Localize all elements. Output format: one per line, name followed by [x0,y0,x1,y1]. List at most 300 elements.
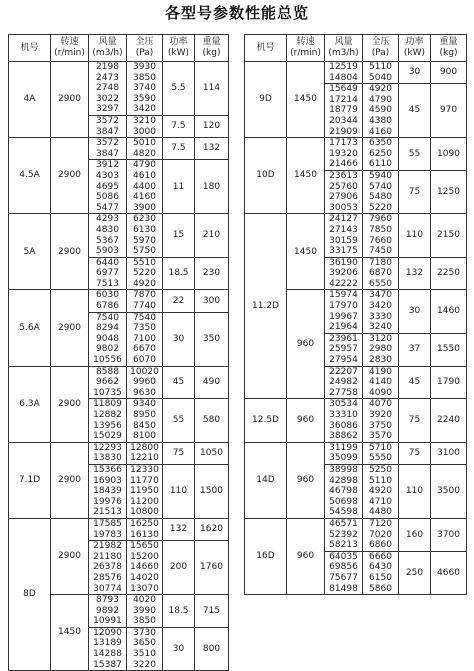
air-volume-cell-value: 7513 [96,278,119,289]
pressure-cell-value: 4920 [369,84,392,95]
power-cell: 22 [163,290,195,312]
power-cell: 37 [399,333,431,366]
air-volume-cell [325,464,363,518]
power-cell: 5.5 [163,62,195,116]
pressure-cell-value: 4140 [369,377,392,388]
pressure-cell-value: 7180 [369,257,392,268]
pressure-cell [127,518,163,540]
air-volume-cell-value: 81498 [329,583,358,594]
pressure-cell-value: 3930 [133,62,156,72]
air-volume-cell-value: 15029 [93,431,122,442]
pressure-cell-value: 8950 [133,410,156,420]
air-volume-cell-value: 14804 [329,72,358,83]
air-volume-cell-value: 22207 [329,366,358,377]
power-cell: 160 [399,518,431,551]
pressure-cell-value: 4380 [369,115,392,126]
weight-cell: 1790 [431,366,467,399]
air-volume-cell-value: 3022 [96,93,119,104]
pressure-cell [127,115,163,137]
pressure-cell-value: 4020 [133,595,156,606]
pressure-cell-value: 5110 [369,62,392,72]
pressure-cell-value: 5710 [369,442,392,453]
pressure-cell-value: 14020 [130,572,159,583]
power-cell: 75 [163,442,195,464]
pressure-cell [363,366,399,399]
air-volume-cell-value: 7540 [96,312,119,323]
pressure-cell-value: 7450 [369,246,392,257]
weight-header: 重量 (kg) [431,35,467,62]
weight-cell: 800 [195,627,229,670]
air-volume-cell [89,399,127,442]
pressure-cell-value: 4590 [369,105,392,116]
pressure-cell [363,442,399,464]
speed-header: 转速 (r/min) [287,35,325,62]
air-volume-cell-value: 8294 [96,323,119,334]
model-cell: 9D [245,62,287,138]
air-volume-cell-value: 30053 [329,202,358,213]
air-volume-cell-value: 20344 [329,115,358,126]
pressure-cell-value: 6550 [369,278,392,289]
power-header: 功率 (kW) [163,35,195,62]
pressure-cell [363,84,399,138]
air-volume-cell-value: 6030 [96,290,119,301]
pressure-cell-value: 4400 [133,181,156,192]
table-row [245,399,467,442]
pressure-cell-value: 4610 [133,170,156,181]
air-volume-cell [325,84,363,138]
air-volume-cell-value: 5367 [96,235,119,246]
pressure-cell-value: 15650 [130,541,159,552]
air-volume-cell-value: 5903 [96,246,119,257]
pressure-cell-value: 6870 [369,268,392,279]
pressure-cell [127,160,163,214]
pressure-cell-value: 3990 [133,605,156,616]
pressure-cell-value: 4160 [133,192,156,203]
air-volume-cell-value: 4695 [96,181,119,192]
pressure-cell [363,551,399,594]
weight-cell: 132 [195,138,229,160]
pressure-cell [363,257,399,290]
power-cell: 18.5 [163,595,195,628]
table-row [9,214,229,257]
air-volume-cell [89,257,127,290]
speed-cell: 2900 [51,138,89,214]
pressure-cell [127,399,163,442]
air-volume-cell-value: 13189 [93,638,122,649]
air-volume-cell [89,62,127,116]
air-volume-cell [325,551,363,594]
air-volume-cell [325,170,363,213]
power-cell: 110 [399,214,431,257]
pressure-cell-value: 5110 [369,475,392,486]
air-volume-cell-value: 23961 [329,333,358,344]
air-volume-cell-value: 3847 [96,126,119,137]
weight-cell: 715 [195,595,229,628]
weight-cell: 1250 [431,170,467,213]
table-row [9,62,229,116]
air-volume-cell [325,366,363,399]
pressure-cell-value: 5480 [369,192,392,203]
right-table-body [245,62,467,595]
air-volume-cell-value: 27758 [329,387,358,398]
pressure-cell-value: 6660 [369,551,392,562]
pressure-cell-value: 6430 [369,562,392,573]
air-volume-cell-value: 3847 [96,148,119,159]
left-table-body [9,62,229,671]
air-volume-cell-value: 2748 [96,83,119,94]
air-volume-cell-value: 6786 [96,301,119,312]
weight-cell: 2150 [431,214,467,257]
air-volume-cell-value: 24127 [329,214,358,225]
air-volume-cell-value: 21513 [93,507,122,518]
weight-cell: 1760 [195,541,229,595]
weight-cell: 970 [431,84,467,138]
air-volume-cell-value: 12090 [93,627,122,638]
pressure-cell [127,62,163,116]
pressure-cell [363,170,399,213]
power-cell: 132 [163,518,195,540]
air-volume-cell-value: 19783 [93,529,122,540]
model-header: 机号 [245,35,287,62]
pressure-cell-value: 6130 [133,224,156,235]
pressure-cell-value: 6110 [369,159,392,170]
weight-cell: 490 [195,366,229,399]
pressure-cell [363,62,399,84]
pressure-cell-value: 5040 [369,72,392,83]
air-volume-cell [89,138,127,160]
pressure-cell [127,312,163,366]
power-cell: 30 [399,290,431,333]
pressure-cell-value: 3420 [369,301,392,312]
pressure-cell [363,464,399,518]
air-volume-cell-value: 13956 [93,420,122,431]
pressure-cell-value: 4710 [369,496,392,507]
pressure-cell-value: 3850 [133,72,156,83]
power-cell: 55 [163,399,195,442]
table-row [9,138,229,160]
power-cell: 30 [163,312,195,366]
pressure-cell-value: 3650 [133,638,156,649]
air-volume-cell-value: 14288 [93,649,122,660]
air-volume-cell-value: 46798 [329,486,358,497]
pressure-cell [363,333,399,366]
power-cell: 75 [399,170,431,213]
weight-cell: 4660 [431,551,467,594]
air-volume-cell-value: 15974 [329,290,358,301]
pressure-cell-value: 7960 [369,214,392,225]
pressure-cell-value: 8100 [133,431,156,442]
weight-cell: 1090 [431,138,467,171]
speed-cell: 1450 [287,62,325,138]
pressure-cell [127,442,163,464]
pressure-cell-value: 6350 [369,138,392,149]
power-cell: 250 [399,551,431,594]
air-volume-cell-value: 6440 [96,257,119,268]
pressure-cell-value: 7850 [369,224,392,235]
table-row [245,518,467,551]
pressure-cell-value: 3920 [369,410,392,420]
air-volume-cell-value: 3572 [96,115,119,126]
air-volume-cell-value: 21982 [93,541,122,552]
air-volume-cell-value: 39206 [329,268,358,279]
air-volume-cell-value: 21466 [329,159,358,170]
air-volume-cell [325,442,363,464]
pressure-cell-value: 6150 [369,572,392,583]
pressure-cell-value: 5550 [369,453,392,464]
pressure-cell [363,138,399,171]
pressure-cell-value: 11770 [130,475,159,486]
air-volume-header: 风量 (m3/h) [89,35,127,62]
air-volume-cell-value: 16903 [93,475,122,486]
air-volume-cell-value: 15387 [93,659,122,670]
pressure-cell-value: 9960 [133,377,156,388]
weight-cell: 300 [195,290,229,312]
pressure-cell-value: 3570 [369,431,392,442]
pressure-cell-value: 12800 [130,442,159,453]
air-volume-cell-value: 17585 [93,518,122,529]
weight-cell: 3700 [431,518,467,551]
power-cell: 18.5 [163,257,195,290]
pressure-cell-value: 5220 [369,202,392,213]
pressure-cell-value: 3220 [133,659,156,670]
pressure-cell-value: 6250 [369,148,392,159]
pressure-cell-value: 15200 [130,551,159,562]
pressure-cell-value: 5250 [369,464,392,475]
air-volume-cell-value: 3572 [96,138,119,149]
air-volume-cell-value: 18779 [329,105,358,116]
weight-cell: 2240 [431,399,467,442]
air-volume-cell-value: 27954 [329,355,358,366]
air-volume-cell [325,333,363,366]
power-cell: 110 [399,464,431,518]
power-cell: 45 [399,84,431,138]
pressure-cell [127,627,163,670]
weight-cell: 180 [195,160,229,214]
air-volume-cell-value: 21180 [93,551,122,562]
pressure-cell [127,214,163,257]
air-volume-cell [89,464,127,518]
pressure-cell-value: 8450 [133,420,156,431]
pressure-cell-value: 7540 [133,312,156,323]
air-volume-cell-value: 36190 [329,257,358,268]
power-cell: 75 [399,399,431,442]
table-row [245,442,467,464]
power-cell: 132 [399,257,431,290]
speed-cell: 1450 [287,138,325,214]
air-volume-cell [89,518,127,540]
pressure-cell-value: 4090 [369,387,392,398]
air-volume-cell-value: 21964 [329,322,358,333]
model-cell: 4.5A [9,138,51,214]
pressure-cell-value: 3000 [133,126,156,137]
pressure-cell-value: 5740 [369,181,392,192]
weight-cell: 120 [195,115,229,137]
air-volume-cell-value: 15649 [329,84,358,95]
weight-header: 重量 (kg) [195,35,229,62]
weight-cell: 580 [195,399,229,442]
air-volume-cell-value: 18439 [93,486,122,497]
pressure-cell-value: 12330 [130,464,159,475]
air-volume-cell-value: 8793 [96,595,119,606]
right-spec-table [244,34,467,595]
model-cell: 10D [245,138,287,214]
air-volume-cell [325,138,363,171]
table-header-row [245,35,467,62]
air-volume-cell-value: 54598 [329,507,358,518]
pressure-cell-value: 4820 [133,148,156,159]
air-volume-cell-value: 12882 [93,410,122,420]
pressure-cell-value: 4920 [133,278,156,289]
model-cell: 4A [9,62,51,138]
weight-cell: 1460 [431,290,467,333]
air-volume-cell-value: 31199 [329,442,358,453]
pressure-cell [127,257,163,290]
air-volume-cell-value: 2473 [96,72,119,83]
power-cell: 55 [399,138,431,171]
model-header: 机号 [9,35,51,62]
pressure-cell-value: 3470 [369,290,392,301]
pressure-cell [127,290,163,312]
power-cell: 30 [399,62,431,84]
pressure-cell-value: 7350 [133,323,156,334]
air-volume-cell [89,115,127,137]
model-cell: 16D [245,518,287,594]
pressure-cell-value: 6860 [369,540,392,551]
pressure-cell-value: 4070 [369,399,392,410]
air-volume-cell-value: 25760 [329,181,358,192]
pressure-cell-value: 5940 [369,170,392,181]
table-header-row [9,35,229,62]
pressure-cell-value: 3510 [133,649,156,660]
table-row [245,62,467,84]
pressure-cell-value: 11950 [130,486,159,497]
speed-cell: 960 [287,399,325,442]
pressure-cell-value: 5510 [133,257,156,268]
pressure-cell-value: 3750 [369,420,392,431]
air-volume-cell-value: 26378 [93,562,122,573]
power-cell: 45 [399,366,431,399]
air-volume-cell [89,214,127,257]
air-volume-cell-value: 21909 [329,126,358,137]
weight-cell: 900 [431,62,467,84]
weight-cell: 210 [195,214,229,257]
speed-header: 转速 (r/min) [51,35,89,62]
air-volume-header: 风量 (m3/h) [325,35,363,62]
air-volume-cell [89,541,127,595]
pressure-cell [363,518,399,551]
pressure-cell-value: 3740 [133,83,156,94]
air-volume-cell-value: 36086 [329,420,358,431]
pressure-cell-value: 4790 [369,94,392,105]
air-volume-cell-value: 19967 [329,311,358,322]
air-volume-cell-value: 75677 [329,572,358,583]
air-volume-cell-value: 3297 [96,104,119,115]
speed-cell: 2900 [51,518,89,594]
air-volume-cell-value: 9892 [96,605,119,616]
air-volume-cell-value: 30159 [329,235,358,246]
air-volume-cell-value: 30534 [329,399,358,410]
weight-cell: 114 [195,62,229,116]
air-volume-cell-value: 58213 [329,540,358,551]
air-volume-cell-value: 64035 [329,551,358,562]
speed-cell: 960 [287,290,325,399]
air-volume-cell [325,290,363,333]
air-volume-cell-value: 46571 [329,518,358,529]
air-volume-cell-value: 30774 [93,583,122,594]
table-row [9,366,229,399]
air-volume-cell-value: 4830 [96,224,119,235]
weight-cell: 1620 [195,518,229,540]
power-cell: 7.5 [163,138,195,160]
air-volume-cell-value: 13830 [93,453,122,464]
pressure-cell-value: 7020 [369,529,392,540]
pressure-cell-value: 4920 [369,486,392,497]
air-volume-cell [89,312,127,366]
pressure-cell-value: 3900 [133,202,156,213]
air-volume-cell-value: 9662 [96,377,119,388]
air-volume-cell-value: 4293 [96,214,119,225]
air-volume-cell [325,518,363,551]
pressure-cell-value: 9340 [133,399,156,410]
air-volume-cell [325,214,363,257]
power-cell: 75 [399,442,431,464]
pressure-cell-value: 6670 [133,344,156,355]
air-volume-cell-value: 6977 [96,268,119,279]
model-cell: 11.2D [245,214,287,399]
air-volume-cell-value: 12293 [93,442,122,453]
pressure-cell-value: 7120 [369,518,392,529]
air-volume-cell [325,257,363,290]
weight-cell: 230 [195,257,229,290]
weight-cell: 1550 [431,333,467,366]
pressure-cell-value: 5750 [133,246,156,257]
model-cell: 12.5D [245,399,287,442]
air-volume-cell-value: 19320 [329,148,358,159]
air-volume-cell-value: 10735 [93,387,122,398]
air-volume-cell [89,160,127,214]
air-volume-cell-value: 15366 [93,464,122,475]
pressure-cell-value: 7870 [133,290,156,301]
weight-cell: 1050 [195,442,229,464]
air-volume-cell [89,595,127,628]
pressure-cell-value: 16130 [130,529,159,540]
table-row [9,290,229,312]
air-volume-cell [89,366,127,399]
pressure-cell-value: 7740 [133,301,156,312]
air-volume-cell-value: 27906 [329,192,358,203]
air-volume-cell-value: 8588 [96,366,119,377]
power-cell: 11 [163,160,195,214]
pressure-cell [127,138,163,160]
pressure-cell-value: 3210 [133,115,156,126]
model-cell: 8D [9,518,51,670]
pressure-cell [363,214,399,257]
pressure-cell [127,464,163,518]
weight-cell: 2250 [431,257,467,290]
power-cell: 30 [163,627,195,670]
pressure-cell-value: 3420 [133,104,156,115]
speed-cell: 2900 [51,62,89,138]
air-volume-cell-value: 35099 [329,453,358,464]
air-volume-cell [325,62,363,84]
air-volume-cell-value: 69856 [329,562,358,573]
pressure-cell-value: 2830 [369,355,392,366]
pressure-cell [127,595,163,628]
air-volume-cell-value: 23613 [329,170,358,181]
pressure-cell-value: 5010 [133,138,156,149]
pressure-cell-value: 3730 [133,627,156,638]
left-spec-table [8,34,229,671]
